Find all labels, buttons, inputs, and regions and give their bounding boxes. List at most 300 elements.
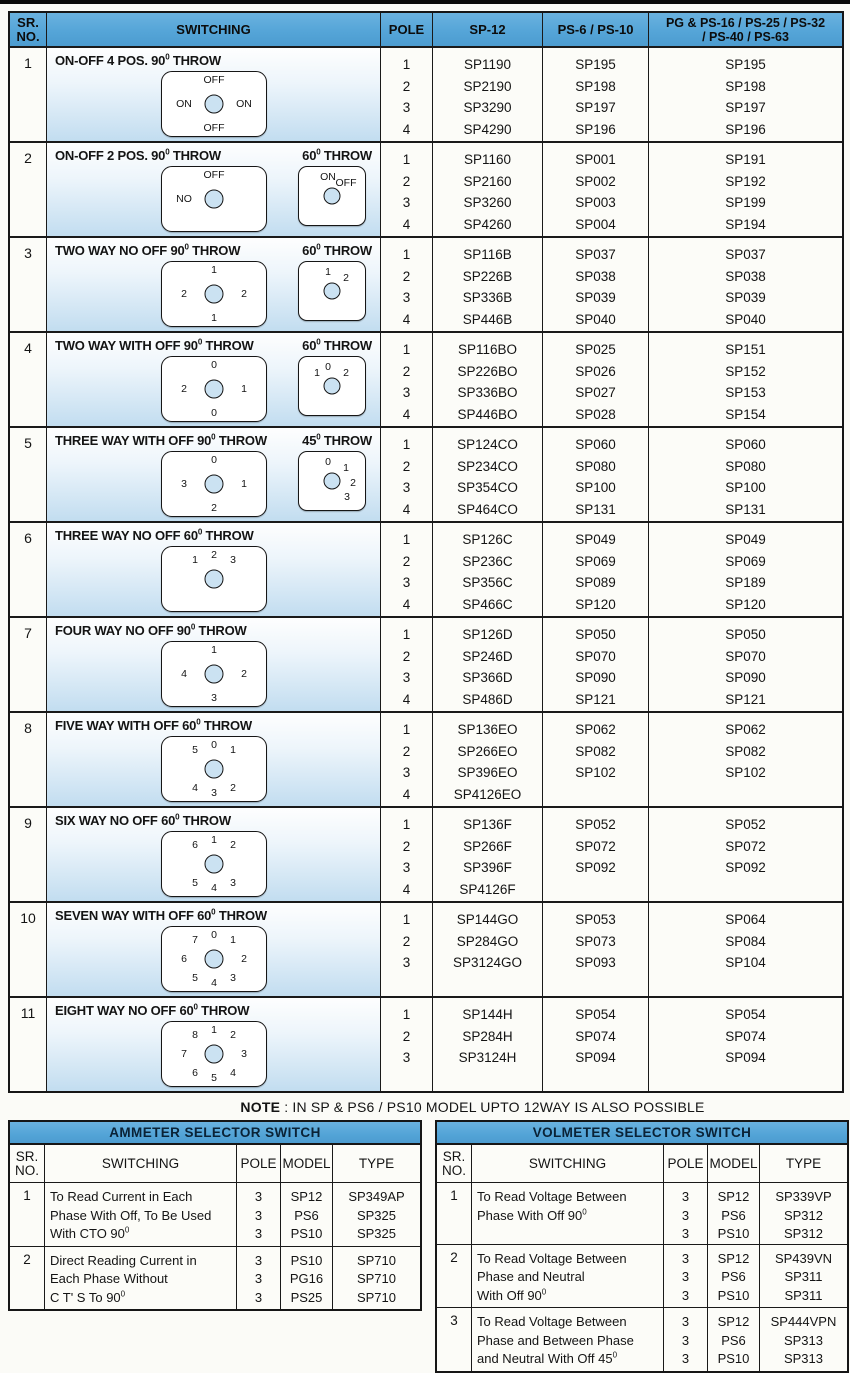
switching-title-line <box>53 52 374 68</box>
pole-value: 2 <box>402 363 411 379</box>
pg-ps16-63-value: SP037 <box>725 247 766 262</box>
sp12-value: SP144GO <box>456 912 519 927</box>
pg-ps16-63-value: SP189 <box>725 575 766 590</box>
pole-value: 4 <box>402 596 411 612</box>
ps6-ps10-value: SP026 <box>575 363 616 379</box>
pole-value: 3 <box>254 1226 263 1241</box>
pole-value: 1 <box>402 1007 411 1022</box>
dial-position-label: 2 <box>241 668 247 680</box>
dial-position-label: 3 <box>181 478 187 490</box>
sp12 <box>432 48 542 141</box>
sp12-value: SP2190 <box>463 78 512 94</box>
pg-ps16-63-value: SP191 <box>725 152 766 167</box>
model-value: SP12 <box>717 1250 750 1266</box>
ps6-ps10-value: SP121 <box>575 691 616 707</box>
switching-cell <box>46 713 380 806</box>
switching-title-line <box>53 1002 374 1018</box>
switching-description <box>471 1245 663 1308</box>
ammeter-row <box>10 1182 420 1246</box>
sub-header-switching: SWITCHING <box>44 1145 236 1182</box>
pole <box>380 808 432 901</box>
dial-position-label: 2 <box>343 272 349 284</box>
ps6-ps10 <box>542 428 648 521</box>
pole-value: 2 <box>402 648 411 664</box>
header-sp12: SP-12 <box>432 13 542 46</box>
sp12-value: SP4126F <box>459 881 516 897</box>
sr-number: 2 <box>24 150 32 166</box>
pole-value: 2 <box>402 78 411 94</box>
sp12-value: SP234CO <box>457 458 518 474</box>
dial-position-label: 2 <box>211 549 217 561</box>
ps6-ps10-value: SP037 <box>575 247 616 262</box>
sp12-value: SP246D <box>462 648 513 664</box>
switching-description <box>471 1308 663 1371</box>
pg-ps16-63-value: SP102 <box>725 765 766 780</box>
pg-ps16-63 <box>648 48 842 141</box>
pg-ps16-63-value: SP104 <box>725 955 766 970</box>
pg-ps16-63 <box>648 713 842 806</box>
pg-ps16-63-value: SP090 <box>725 670 766 685</box>
switch-dial-diagram <box>161 831 267 897</box>
sp12-value: SP3124GO <box>452 955 523 970</box>
dial-knob-icon <box>205 380 224 399</box>
switching-line: Phase With Off, To Be Used <box>50 1207 212 1223</box>
pg-ps16-63 <box>648 143 842 236</box>
pole <box>663 1183 707 1244</box>
dial-position-label: 3 <box>230 877 236 889</box>
sp12-value: SP396EO <box>457 765 518 780</box>
sp12-value: SP136F <box>463 817 512 832</box>
model-value: PS25 <box>290 1289 323 1305</box>
dial-position-label: 0 <box>325 456 331 468</box>
ps6-ps10-value: SP072 <box>575 838 616 854</box>
switching-line: With CTO $90^0$ <box>50 1225 130 1241</box>
ammeter-row <box>10 1246 420 1310</box>
switching-line: Phase and Neutral <box>477 1269 585 1284</box>
switching-cell <box>46 48 380 141</box>
sp12-value: SP1190 <box>463 57 512 72</box>
dial-position-label: ON <box>236 98 252 110</box>
type-value: SP710 <box>356 1271 397 1286</box>
model <box>707 1183 759 1244</box>
dial-knob-icon <box>205 190 224 209</box>
pole-value: 3 <box>681 1269 690 1284</box>
type-value: SP325 <box>356 1226 397 1241</box>
ps6-ps10-value: SP094 <box>575 1050 616 1065</box>
ps6-ps10-value: SP053 <box>575 912 616 927</box>
ps6-ps10 <box>542 143 648 236</box>
pole-value: 2 <box>402 743 411 759</box>
switch-row <box>10 996 842 1091</box>
dial-position-label: 0 <box>211 454 217 466</box>
dial-position-label: 6 <box>181 953 187 965</box>
switching-line: To Read Voltage Between <box>477 1250 627 1266</box>
sr-number: 8 <box>24 720 32 736</box>
sp12-value: SP366D <box>462 670 513 685</box>
pole-value: 2 <box>402 173 411 189</box>
model <box>280 1247 332 1310</box>
dial-position-label: 2 <box>241 953 247 965</box>
model-value: PS6 <box>294 1207 319 1223</box>
pg-ps16-63 <box>648 998 842 1091</box>
switch-row <box>10 236 842 331</box>
switching-description <box>44 1183 236 1246</box>
sp12 <box>432 143 542 236</box>
dial-position-label: 4 <box>192 782 198 794</box>
pole-value: 4 <box>402 786 411 802</box>
dial-position-label: OFF <box>203 74 225 86</box>
switch-title: THREE WAY NO OFF $60^0$ THROW <box>55 527 254 543</box>
dial-group <box>53 733 374 802</box>
model <box>707 1245 759 1308</box>
pg-ps16-63-value: SP094 <box>725 1050 766 1065</box>
pg-ps16-63 <box>648 333 842 426</box>
switch-title-right: $60^0$ THROW <box>302 242 372 258</box>
pg-ps16-63-value: SP092 <box>725 860 766 875</box>
dial-position-label: 3 <box>230 554 236 566</box>
dial-position-label: 6 <box>192 1067 198 1079</box>
dial-position-label: 0 <box>325 361 331 373</box>
pole-value: 4 <box>402 406 411 422</box>
switching-cell <box>46 143 380 236</box>
pg-ps16-63-value: SP082 <box>725 743 766 759</box>
sr-number: 1 <box>24 55 32 71</box>
pole-value: 3 <box>402 100 411 115</box>
sr-number: 4 <box>24 340 32 356</box>
ps6-ps10-value: SP062 <box>575 722 616 737</box>
switch-row <box>10 141 842 236</box>
pole-value: 2 <box>402 838 411 854</box>
dial-knob-icon <box>205 95 224 114</box>
pole-value: 3 <box>402 575 411 590</box>
switching-line: To Read Current in Each <box>50 1189 193 1204</box>
switch-title: SEVEN WAY WITH OFF $60^0$ THROW <box>55 907 267 923</box>
ps6-ps10-value: SP039 <box>575 290 616 305</box>
sr-number: 6 <box>24 530 32 546</box>
pole-value: 1 <box>402 817 411 832</box>
ps6-ps10-value: SP092 <box>575 860 616 875</box>
sp12-value: SP3260 <box>463 195 512 210</box>
pole-value: 1 <box>402 57 411 72</box>
model-value: PS10 <box>717 1351 750 1366</box>
pole-value: 3 <box>402 290 411 305</box>
switch-dial-diagram <box>161 451 267 517</box>
pg-ps16-63 <box>648 618 842 711</box>
ammeter-title: AMMETER SELECTOR SWITCH <box>10 1122 420 1145</box>
dial-position-label: 0 <box>211 359 217 371</box>
pole <box>663 1308 707 1371</box>
switch-dial-diagram <box>161 926 267 992</box>
dial-position-label: 1 <box>211 264 217 276</box>
ps6-ps10-value: SP003 <box>575 195 616 210</box>
ps6-ps10-value: SP197 <box>575 100 616 115</box>
ps6-ps10-value: SP069 <box>575 553 616 569</box>
pole-value: 2 <box>402 458 411 474</box>
sr-number: 3 <box>24 245 32 261</box>
pole-value: 3 <box>254 1207 263 1223</box>
sp12-value: SP126C <box>462 532 513 547</box>
switch-dial-diagram <box>161 736 267 802</box>
dial-position-label: 5 <box>192 744 198 756</box>
sp12-value: SP354CO <box>457 480 518 495</box>
voltmeter-selector-table <box>435 1120 849 1373</box>
ps6-ps10-value: SP093 <box>575 955 616 970</box>
switching-description <box>471 1183 663 1244</box>
switching-line: Direct Reading Current in <box>50 1252 197 1268</box>
note-label: NOTE <box>240 1099 281 1115</box>
sr-number: 11 <box>20 1005 36 1021</box>
switching-cell <box>46 903 380 996</box>
type <box>332 1183 420 1246</box>
model-value: SP12 <box>290 1189 323 1204</box>
switching-title-line <box>53 147 374 163</box>
dial-knob-icon <box>324 188 341 205</box>
model <box>707 1308 759 1371</box>
type <box>759 1308 847 1371</box>
switch-title: EIGHT WAY NO OFF $60^0$ THROW <box>55 1002 250 1018</box>
pole-value: 3 <box>681 1287 690 1303</box>
sp12-value: SP336BO <box>457 385 518 400</box>
pole-value: 2 <box>402 268 411 284</box>
dial-position-label: 2 <box>230 839 236 851</box>
switching-line: C T' S To $90^0$ <box>50 1289 126 1305</box>
pole-value: 3 <box>681 1250 690 1266</box>
model-value: PS6 <box>721 1332 746 1348</box>
dial-knob-icon <box>205 1045 224 1064</box>
ps6-ps10-value: SP001 <box>575 152 616 167</box>
pg-ps16-63-value: SP100 <box>725 480 766 495</box>
switch-title-right: $45^0$ THROW <box>302 432 372 448</box>
pg-ps16-63-value: SP154 <box>725 406 766 422</box>
sub-header-pole: POLE <box>663 1145 707 1182</box>
switching-title-line <box>53 337 374 353</box>
pole-value: 1 <box>402 912 411 927</box>
type-value: SP311 <box>784 1287 823 1303</box>
switch-title: ON-OFF 4 POS. $90^0$ THROW <box>55 52 221 68</box>
dial-knob-icon <box>324 283 341 300</box>
sr-number: 9 <box>24 815 32 831</box>
ps6-ps10 <box>542 998 648 1091</box>
switching-cell <box>46 333 380 426</box>
switching-description <box>44 1247 236 1310</box>
pg-ps16-63-value: SP054 <box>725 1007 766 1022</box>
pole-value: 1 <box>402 247 411 262</box>
switching-title-line <box>53 527 374 543</box>
dial-knob-icon <box>205 950 224 969</box>
pg-ps16-63-value: SP198 <box>725 78 766 94</box>
model <box>280 1183 332 1246</box>
ps6-ps10 <box>542 333 648 426</box>
pole <box>236 1247 280 1310</box>
sp12 <box>432 903 542 996</box>
voltmeter-row <box>437 1244 847 1308</box>
sr-number: 5 <box>24 435 32 451</box>
model-value: PS10 <box>290 1226 323 1241</box>
voltmeter-title: VOLMETER SELECTOR SWITCH <box>437 1122 847 1145</box>
pole-value: 3 <box>681 1351 690 1366</box>
pole-value: 3 <box>254 1271 263 1286</box>
pole <box>380 998 432 1091</box>
note-line <box>95 1099 850 1115</box>
ps6-ps10 <box>542 903 648 996</box>
ps6-ps10-value <box>543 784 648 806</box>
pg-ps16-63-value: SP049 <box>725 532 766 547</box>
pole-value: 4 <box>402 216 411 232</box>
dial-group <box>53 68 374 137</box>
switching-cell <box>46 428 380 521</box>
dial-position-label: 0 <box>211 407 217 419</box>
dial-position-label: 2 <box>350 477 356 489</box>
dial-group <box>53 923 374 992</box>
pg-ps16-63 <box>648 523 842 616</box>
dial-position-label: 1 <box>192 554 198 566</box>
sr-number: 7 <box>24 625 32 641</box>
model-value: SP12 <box>717 1189 750 1204</box>
ps6-ps10-value: SP102 <box>575 765 616 780</box>
sp12-value: SP486D <box>462 691 513 707</box>
switch-title: TWO WAY NO OFF $90^0$ THROW <box>55 242 241 258</box>
switching-line: Phase and Between Phase <box>477 1332 634 1348</box>
switch-dial-diagram <box>161 71 267 137</box>
ps6-ps10-value: SP195 <box>575 57 616 72</box>
dial-position-label: 1 <box>343 462 349 474</box>
pg-ps16-63-value: SP131 <box>725 501 766 517</box>
switch-row <box>10 901 842 996</box>
dial-position-label: 2 <box>211 502 217 514</box>
switching-cell <box>46 238 380 331</box>
sub-header-sr-no: SR. NO. <box>14 1148 39 1178</box>
ps6-ps10-value: SP089 <box>575 575 616 590</box>
dial-position-label: 5 <box>192 877 198 889</box>
switch-dial-diagram <box>298 451 366 511</box>
main-table-header-row <box>10 13 842 46</box>
ps6-ps10-value: SP120 <box>575 596 616 612</box>
ps6-ps10-value: SP080 <box>575 458 616 474</box>
dial-knob-icon <box>205 570 224 589</box>
dial-position-label: 1 <box>314 367 320 379</box>
dial-knob-icon <box>205 285 224 304</box>
pole <box>380 713 432 806</box>
switching-line: Each Phase Without <box>50 1271 168 1286</box>
pg-ps16-63-value: SP039 <box>725 290 766 305</box>
switch-title: ON-OFF 2 POS. $90^0$ THROW <box>55 147 221 163</box>
type-value: SP311 <box>784 1269 823 1284</box>
switch-row <box>10 521 842 616</box>
sub-header-model: MODEL <box>707 1145 759 1182</box>
dial-position-label: 1 <box>211 312 217 324</box>
dial-position-label: 4 <box>211 977 217 989</box>
switch-dial-diagram <box>298 356 366 416</box>
switching-cell <box>46 808 380 901</box>
dial-position-label: 2 <box>230 1029 236 1041</box>
ps6-ps10 <box>542 808 648 901</box>
switching-cell <box>46 618 380 711</box>
pg-ps16-63-value: SP064 <box>725 912 766 927</box>
pg-ps16-63-value: SP074 <box>725 1028 766 1044</box>
pg-ps16-63-value: SP194 <box>725 216 766 232</box>
pole-value: 1 <box>402 722 411 737</box>
dial-group <box>53 448 374 517</box>
ps6-ps10-value: SP040 <box>575 311 616 327</box>
pole-value: 1 <box>402 532 411 547</box>
pg-ps16-63 <box>648 903 842 996</box>
sp12-value: SP356C <box>462 575 513 590</box>
switching-line: To Read Voltage Between <box>477 1314 627 1329</box>
pg-ps16-63-value: SP050 <box>725 627 766 642</box>
ammeter-selector-table <box>8 1120 422 1311</box>
pole-value: 4 <box>402 501 411 517</box>
ps6-ps10 <box>542 238 648 331</box>
pg-ps16-63-value: SP153 <box>725 385 766 400</box>
dial-position-label: NO <box>176 193 192 205</box>
sp12-value: SP3290 <box>463 100 512 115</box>
pole-value: 1 <box>402 437 411 452</box>
type-value: SP312 <box>783 1207 824 1223</box>
pole-value: 3 <box>254 1189 263 1204</box>
pole-value: 2 <box>402 1028 411 1044</box>
dial-position-label: 3 <box>230 972 236 984</box>
dial-position-label: 3 <box>241 1048 247 1060</box>
sp12-value: SP396F <box>463 860 512 875</box>
switching-line: and Neutral With Off $45^0$ <box>477 1350 618 1366</box>
pg-ps16-63 <box>648 238 842 331</box>
sp12 <box>432 808 542 901</box>
switch-dial-diagram <box>161 546 267 612</box>
type-value: SP312 <box>783 1226 824 1241</box>
sp12-value: SP2160 <box>463 173 512 189</box>
sp12-value: SP226BO <box>457 363 518 379</box>
type-value: SP710 <box>356 1289 397 1305</box>
pole-value: 3 <box>402 480 411 495</box>
dial-position-label: 2 <box>241 288 247 300</box>
sp12 <box>432 618 542 711</box>
pole-value: 1 <box>402 152 411 167</box>
ps6-ps10-value: SP054 <box>575 1007 616 1022</box>
sr-number: 1 <box>23 1188 31 1203</box>
sub-header-sr-no: SR. NO. <box>441 1148 466 1178</box>
pole <box>380 333 432 426</box>
pole-value: 3 <box>402 195 411 210</box>
switching-line: To Read Voltage Between <box>477 1189 627 1204</box>
dial-position-label: 3 <box>344 491 350 503</box>
pole-value: 3 <box>402 860 411 875</box>
sp12-value: SP116BO <box>457 342 518 357</box>
dial-knob-icon <box>324 378 341 395</box>
dial-position-label: 2 <box>343 367 349 379</box>
switching-title-line <box>53 622 374 638</box>
switching-line: With Off $90^0$ <box>477 1287 547 1303</box>
dial-position-label: OFF <box>335 177 357 189</box>
ps6-ps10 <box>542 523 648 616</box>
dial-position-label: OFF <box>203 122 225 134</box>
dial-position-label: 1 <box>230 744 236 756</box>
switch-row <box>10 806 842 901</box>
sp12-value: SP116B <box>463 247 512 262</box>
dial-position-label: 0 <box>211 739 217 751</box>
pole-value: 3 <box>254 1289 263 1305</box>
voltmeter-row <box>437 1307 847 1371</box>
pole-value: 3 <box>681 1189 690 1204</box>
pg-ps16-63-value: SP052 <box>725 817 766 832</box>
dial-position-label: 2 <box>181 288 187 300</box>
model-value: PS6 <box>721 1207 746 1223</box>
sp12-value: SP3124H <box>458 1050 517 1065</box>
sp12 <box>432 998 542 1091</box>
pole-value: 3 <box>254 1252 263 1268</box>
switch-row <box>10 616 842 711</box>
sp12-value: SP4290 <box>463 121 512 137</box>
model-value: PS10 <box>717 1287 750 1303</box>
